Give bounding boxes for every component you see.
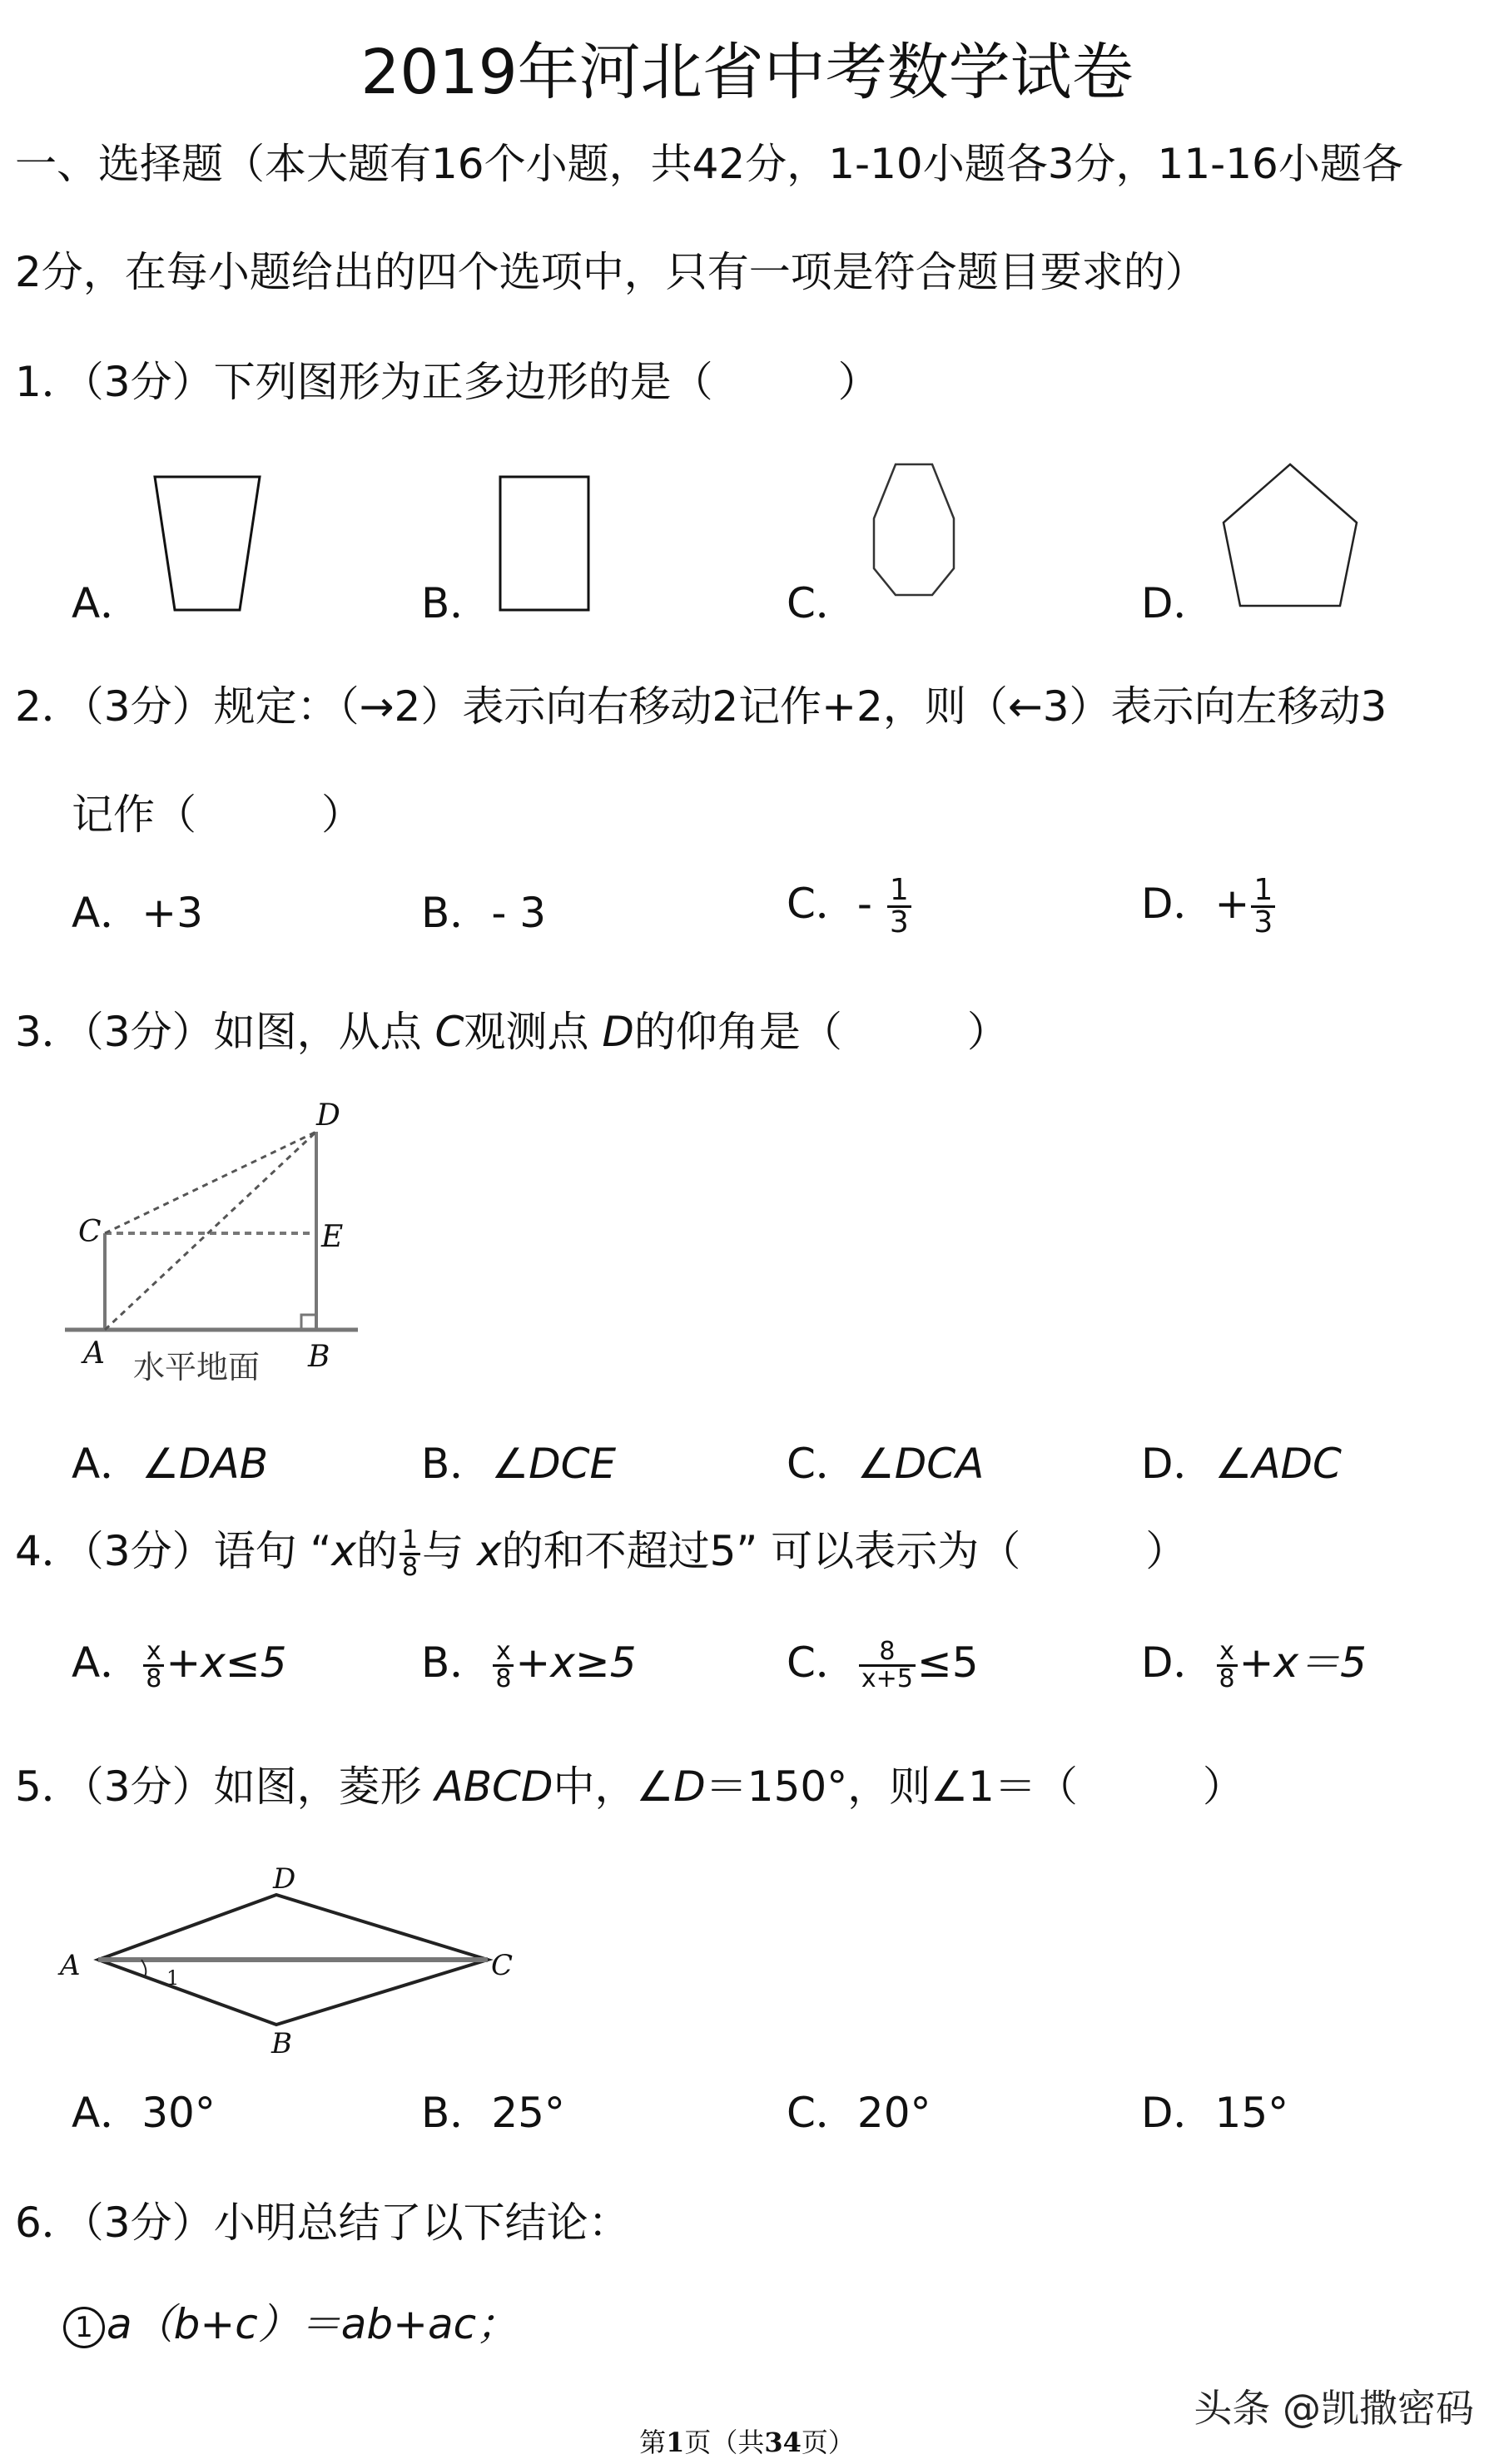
q1-option-d-label: D． (1141, 579, 1215, 627)
question-text: 规定：（→2）表示向右移动2记作+2，则（←3）表示向左移动3 (213, 682, 1387, 731)
q4-option-b (421, 1639, 637, 1692)
fraction (400, 1525, 420, 1582)
option-value: 15° (1214, 2089, 1289, 2137)
option-sign: - (856, 880, 886, 928)
question-number: 2．（3分） (15, 682, 214, 731)
option-value: ∠DCA (856, 1440, 985, 1488)
option-value: +x≤5 (166, 1639, 287, 1687)
point-b-label: B (308, 1340, 330, 1374)
math-expression: a（b+c）＝ab+ac； (107, 2300, 519, 2348)
q3-option-a (72, 1440, 269, 1488)
question-text: 如图，从点 (213, 1008, 422, 1056)
option-value: 25° (491, 2089, 565, 2137)
option-value: 30° (141, 2089, 216, 2137)
question-1 (15, 358, 880, 406)
denominator: 8 (495, 1664, 512, 1693)
question-number: 6．（3分） (15, 2199, 214, 2247)
question-text: 的仰角是（ ） (633, 1008, 1009, 1056)
option-value: +3 (141, 889, 203, 937)
fraction (1251, 875, 1275, 938)
numerator: x (143, 1639, 164, 1667)
question-2-continued: 记作（ ） (72, 791, 363, 839)
q1-option-c-label: C． (787, 579, 857, 627)
denominator: 8 (1219, 1664, 1235, 1693)
q5-option-c (787, 2089, 931, 2137)
question-2 (15, 682, 1387, 731)
footer-text: 页（共 (684, 2427, 765, 2458)
denominator: 8 (146, 1664, 162, 1693)
question-number: 3．（3分） (15, 1008, 214, 1056)
question-number: 5．（3分） (15, 1762, 214, 1811)
page-title: 2019年河北省中考数学试卷 (360, 37, 1134, 108)
numerator: 8 (859, 1639, 916, 1667)
rectangle-shape (496, 473, 596, 618)
point-b-label: B (271, 2027, 292, 2060)
question-text: 下列图形为正多边形的是（ ） (213, 358, 880, 406)
option-value: +x≥5 (515, 1639, 637, 1687)
math-var: C (434, 1008, 464, 1056)
q2-option-a (72, 889, 203, 937)
octagon-shape (864, 460, 968, 602)
option-label: D． (1141, 1440, 1215, 1488)
point-e-label: E (321, 1220, 344, 1254)
elevation-angle-figure (58, 1098, 391, 1398)
option-label: B． (421, 1639, 492, 1687)
fraction (143, 1639, 164, 1692)
option-label: D． (1141, 880, 1215, 928)
question-text: ＝150°，则∠1＝（ ） (705, 1762, 1244, 1811)
math-var: D (673, 1762, 706, 1811)
option-value: ∠ADC (1214, 1440, 1342, 1488)
option-value: ∠DCE (491, 1440, 617, 1488)
q1-option-a-label: A． (72, 579, 142, 627)
question-5 (15, 1762, 1244, 1811)
question-number: 1．（3分） (15, 358, 214, 406)
current-page: 1 (666, 2427, 685, 2458)
point-a-label: A (60, 1949, 81, 1982)
q3-option-b (421, 1440, 617, 1488)
q5-option-d (1141, 2089, 1289, 2137)
total-pages: 34 (764, 2427, 802, 2458)
option-label: B． (421, 889, 492, 937)
rhombus-figure (58, 1860, 524, 2060)
q4-option-d (1141, 1639, 1367, 1692)
q5-option-b (421, 2089, 565, 2137)
option-label: C． (787, 1440, 857, 1488)
numerator: 1 (887, 875, 911, 908)
fraction (493, 1639, 514, 1692)
option-label: B． (421, 2089, 492, 2137)
q4-option-a (72, 1639, 287, 1692)
q1-option-b-label: B． (421, 579, 492, 627)
question-6 (15, 2199, 630, 2247)
fraction (887, 875, 911, 938)
option-label: A． (72, 2089, 142, 2137)
numerator: 1 (400, 1528, 420, 1555)
trapezoid-shape (150, 473, 266, 618)
section-header-line1: 一、选择题（本大题有16个小题，共42分，1-10小题各3分，11-16小题各 (15, 140, 1403, 188)
question-text: 的 (356, 1527, 399, 1575)
question-text: 观测点 (464, 1008, 589, 1056)
option-label: A． (72, 1639, 142, 1687)
question-text: 中，∠ (553, 1762, 674, 1811)
denominator: 8 (402, 1553, 419, 1582)
question-text: 的和不超过5” 可以表示为（ ） (501, 1527, 1188, 1575)
footer-text: 页） (801, 2427, 855, 2458)
question-text: 小明总结了以下结论： (213, 2199, 630, 2247)
math-var: x (477, 1527, 502, 1575)
numerator: 1 (1251, 875, 1275, 908)
fraction (859, 1639, 916, 1692)
option-sign: + (1214, 880, 1250, 928)
q3-option-d (1141, 1440, 1342, 1488)
option-label: A． (72, 1440, 142, 1488)
q5-option-a (72, 2089, 216, 2137)
watermark: 头条 @凯撒密码 (1194, 2386, 1474, 2431)
angle-1-label: 1 (166, 1966, 180, 1990)
question-3 (15, 1008, 1009, 1056)
q3-option-c (787, 1440, 985, 1488)
option-value: ∠DAB (141, 1440, 269, 1488)
question-text: 与 (422, 1527, 464, 1575)
question-number: 4．（3分） (15, 1527, 214, 1575)
footer-text: 第 (639, 2427, 667, 2458)
q2-option-d (1141, 875, 1277, 938)
question-text: 如图，菱形 (213, 1762, 422, 1811)
q2-option-c (787, 875, 913, 938)
q4-option-c (787, 1639, 979, 1692)
section-header-line2: 2分，在每小题给出的四个选项中，只有一项是符合题目要求的） (15, 248, 1207, 296)
ground-label: 水平地面 (133, 1349, 261, 1386)
option-value: 20° (856, 2089, 931, 2137)
point-a-label: A (83, 1336, 105, 1371)
point-d-label: D (273, 1862, 296, 1896)
question-text: 语句 “ (213, 1527, 332, 1575)
point-c-label: C (78, 1215, 102, 1249)
circled-number-marker: 1 (63, 2307, 105, 2348)
numerator: x (493, 1639, 514, 1667)
point-d-label: D (316, 1098, 340, 1133)
option-label: C． (787, 880, 857, 928)
denominator: x+5 (861, 1664, 913, 1693)
option-label: C． (787, 1639, 857, 1687)
option-label: D． (1141, 2089, 1215, 2137)
option-value: +x＝5 (1238, 1639, 1367, 1687)
denominator: 3 (889, 905, 909, 939)
denominator: 3 (1253, 905, 1273, 939)
q2-option-b (421, 889, 547, 937)
option-value: - 3 (491, 889, 547, 937)
regular-pentagon-shape (1217, 460, 1367, 614)
option-label: A． (72, 889, 142, 937)
math-var: x (331, 1527, 357, 1575)
question-4 (15, 1525, 1188, 1582)
option-label: C． (787, 2089, 857, 2137)
option-label: D． (1141, 1639, 1215, 1687)
fraction (1217, 1639, 1238, 1692)
point-c-label: C (491, 1949, 514, 1982)
option-value: ≤5 (916, 1639, 979, 1687)
math-var: ABCD (434, 1762, 553, 1811)
math-var: D (602, 1008, 634, 1056)
option-label: B． (421, 1440, 492, 1488)
q6-item-1 (63, 2300, 519, 2348)
numerator: x (1217, 1639, 1238, 1667)
